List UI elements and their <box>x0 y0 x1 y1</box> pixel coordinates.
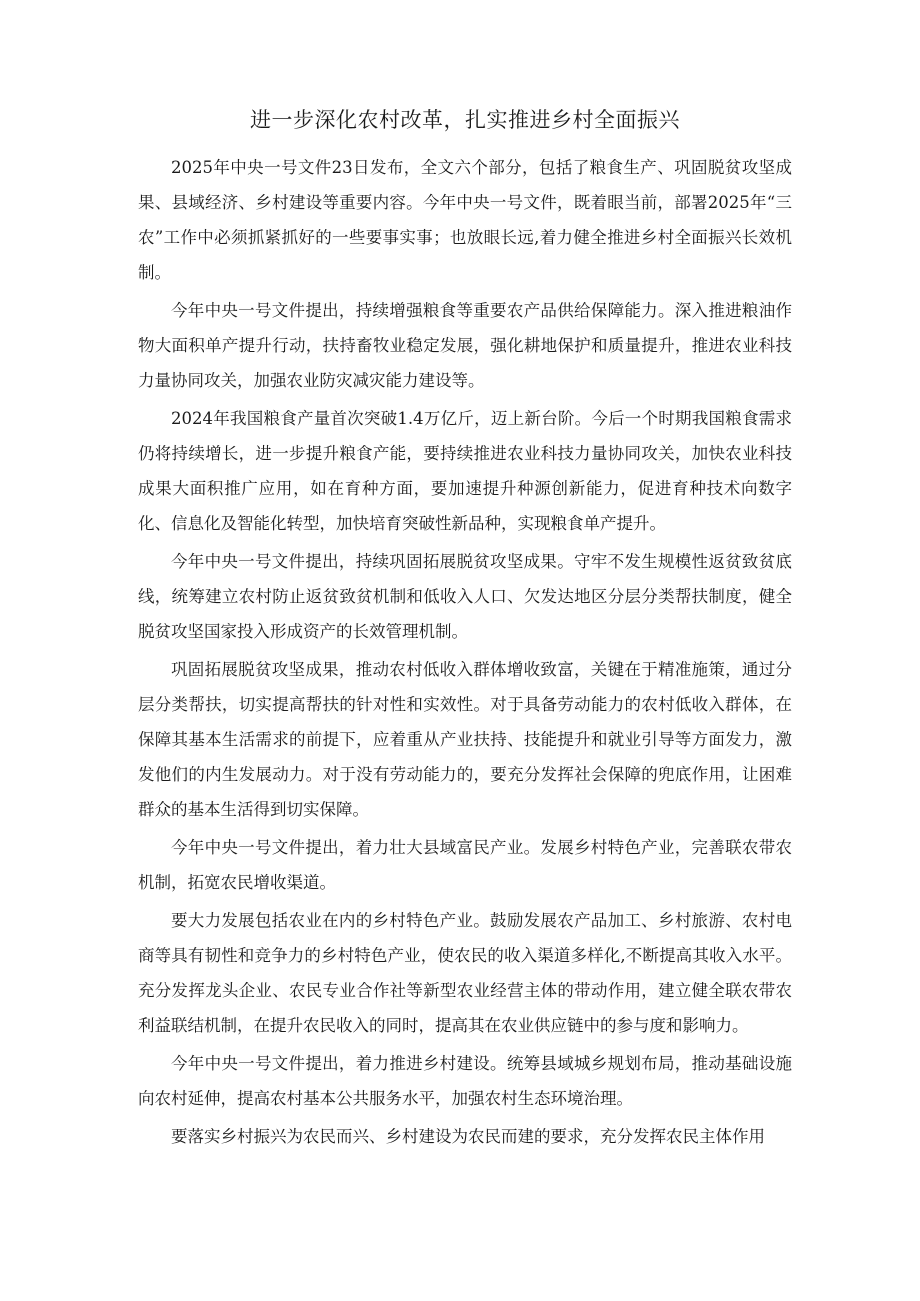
paragraph-1: 2025年中央一号文件23日发布，全文六个部分，包括了粮食生产、巩固脱贫攻坚成果、县域经济、乡村建设等重要内容。今年中央一号文件，既着眼当前，部署2025年“三农”工作中必须抓紧抓好的一些要事实事；也放眼长远,着力健全推进乡村全面振兴长效机制。 <box>138 158 792 282</box>
paragraph-6: 今年中央一号文件提出，着力壮大县域富民产业。发展乡村特色产业，完善联农带农机制，拓宽农民增收渠道。 <box>138 838 792 892</box>
paragraph-4: 今年中央一号文件提出，持续巩固拓展脱贫攻坚成果。守牢不发生规模性返贫致贫底线，统筹建立农村防止返贫致贫机制和低收入人口、欠发达地区分层分类帮扶制度，健全脱贫攻坚国家投入形成资产的长效管理机制。 <box>138 552 792 641</box>
document-body <box>138 102 792 1157</box>
paragraph-9: 要落实乡村振兴为农民而兴、乡村建设为农民而建的要求，充分发挥农民主体作用 <box>171 1127 765 1146</box>
paragraph-8: 今年中央一号文件提出，着力推进乡村建设。统筹县域城乡规划布局，推动基础设施向农村延伸，提高农村基本公共服务水平，加强农村生态环境治理。 <box>138 1054 792 1108</box>
paragraph-7: 要大力发展包括农业在内的乡村特色产业。鼓励发展农产品加工、乡村旅游、农村电商等具有韧性和竞争力的乡村特色产业，使农民的收入渠道多样化,不断提高其收入水平。充分发挥龙头企业、农民专业合作社等新型农业经营主体的带动作用，建立健全联农带农利益联结机制，在提升农民收入的同时，提高其在农业供应链中的参与度和影响力。 <box>138 911 792 1035</box>
paragraph-3: 2024年我国粮食产量首次突破1.4万亿斤，迈上新台阶。今后一个时期我国粮食需求仍将持续增长，进一步提升粮食产能，要持续推进农业科技力量协同攻关，加快农业科技成果大面积推广应用，如在育种方面，要加速提升种源创新能力，促进育种技术向数字化、信息化及智能化转型，加快培育突破性新品种，实现粮食单产提升。 <box>138 409 792 533</box>
paragraph-2: 今年中央一号文件提出，持续增强粮食等重要农产品供给保障能力。深入推进粮油作物大面积单产提升行动，扶持畜牧业稳定发展，强化耕地保护和质量提升，推进农业科技力量协同攻关，加强农业防灾减灾能力建设等。 <box>138 301 792 390</box>
document-title: 进一步深化农村改革，扎实推进乡村全面振兴 <box>250 108 680 132</box>
paragraph-5: 巩固拓展脱贫攻坚成果，推动农村低收入群体增收致富，关键在于精准施策，通过分层分类帮扶，切实提高帮扶的针对性和实效性。对于具备劳动能力的农村低收入群体，在保障其基本生活需求的前提下，应着重从产业扶持、技能提升和就业引导等方面发力，激发他们的内生发展动力。对于没有劳动能力的，要充分发挥社会保障的兜底作用，让困难群众的基本生活得到切实保障。 <box>138 660 792 819</box>
